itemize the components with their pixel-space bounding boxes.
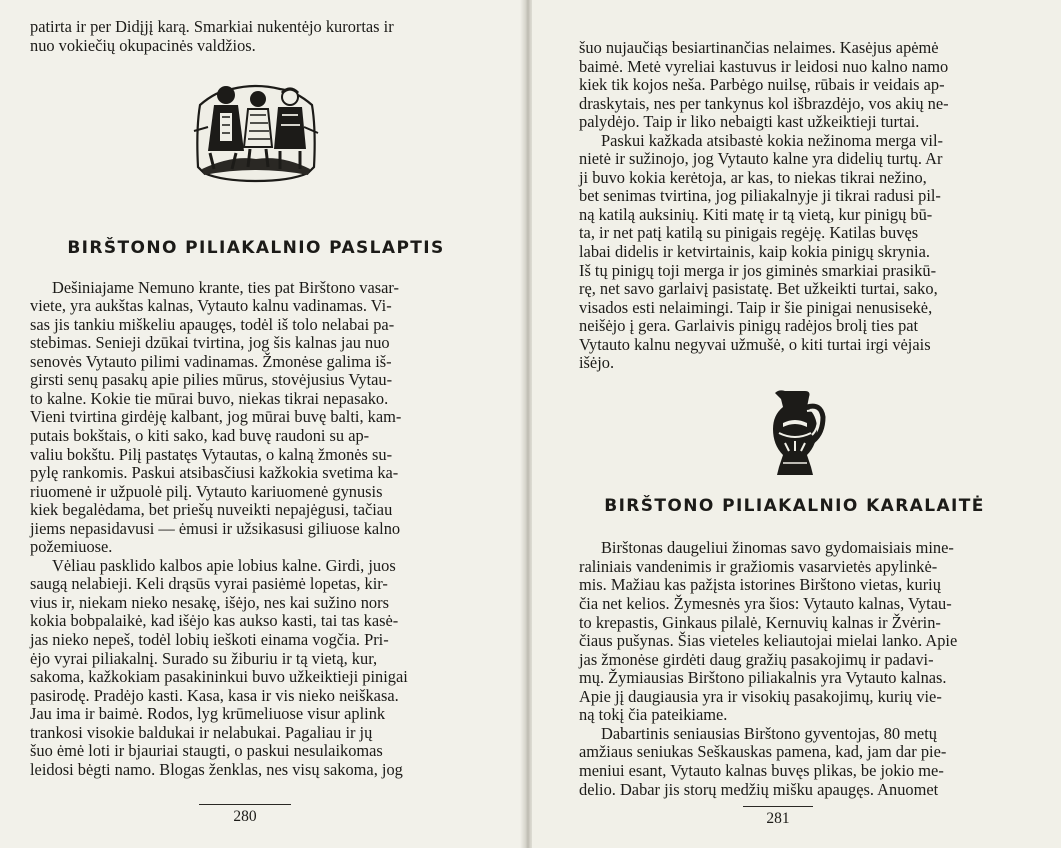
text-line: visados esti nelaimingi. Taip ir šie pinigai nenusisekė, [579, 297, 933, 317]
text-line: Vytauto kalnu negyvai užmušė, o kiti turtai irgi vėjais [579, 334, 931, 354]
text-line: Vieni tvirtina girdėję kalbant, jog mūrai buvę balti, kam- [30, 407, 402, 427]
text-line: požemiuose. [30, 537, 113, 557]
text-line: kiek begalėdama, bet priešų nuveikti nepajėgusi, tačiau [30, 500, 393, 520]
text-line: meniui esant, Vytauto kalnas buvęs plikas, be jokio me- [579, 760, 944, 780]
text-line: labai didelis ir ketvirtainis, kaip kokia pinigų skrynia. [579, 242, 930, 262]
text-line: Dešiniajame Nemuno krante, ties pat Birštono vasar- [52, 277, 399, 297]
right-paragraph-3 [579, 539, 1010, 724]
text-line: šuo nujaučiąs besiartinančias nelaimes. Kasėjus apėmė [579, 38, 939, 57]
text-line: valiu bokštu. Pilį pastatęs Vytautas, o kalną žmonės su- [30, 444, 393, 464]
text-line: ną tokį čia pateikiame. [579, 705, 728, 725]
text-line: Jau ima ir baimė. Rodos, lyg krūmeliuose visur aplink [30, 704, 386, 724]
text-line: saugą nelabieji. Keli drąsūs vyrai pasiėmė lopetas, kir- [30, 574, 388, 594]
page-number-rule [743, 806, 813, 807]
text-line: raliniais vandenimis ir gražiomis vasarvietės apylinkė- [579, 556, 938, 576]
right-page [532, 0, 1061, 848]
text-line: išėjo. [579, 353, 615, 373]
text-line: nietė ir sužinojo, jog Vytauto kalne yra didelių turtų. Ar [579, 149, 943, 169]
text-line: ji buvo kokia kerėtoja, ar kas, to niekas tikrai nežino, [579, 167, 927, 187]
text-line: girsti senų pasakų apie pilies mūrus, stovėjusius Vytau- [30, 370, 393, 390]
text-line: sas jis tankiu miškeliu apaugęs, todėl iš tolo nelabai pa- [30, 314, 395, 334]
text-line: jas nieko nepeš, todėl lobių ieškoti einama vogčia. Pri- [30, 630, 389, 650]
text-line: bet senimas tvirtina, jog piliakalnyje ji tikrai radusi pil- [579, 186, 941, 206]
text-line: sakoma, kažkokiam pasakininkui buvo užkeiktieji pinigai [30, 667, 408, 687]
text-line: Dabartinis seniausias Birštono gyventojas, 80 metų [601, 723, 937, 743]
text-line: čia net kelios. Žymesnės yra šios: Vytauto kalnas, Vytau- [579, 594, 952, 614]
left-intro-paragraph [30, 18, 482, 55]
text-line: trankosi visokie baldukai ir nelabukai. Pagaliau ir jų [30, 722, 373, 742]
text-line: leidosi bėgti namo. Blogas ženklas, nes visų sakoma, jog [30, 759, 403, 779]
text-line: šuo ėmė loti ir bjauriai staugti, o paskui nesulaikomas [30, 741, 383, 761]
text-line: mų. Žymiausias Birštono piliakalnis yra Vytauto kalnas. [579, 668, 947, 688]
right-paragraph-2 [579, 132, 1010, 373]
text-line: nuo vokiečių okupacinės valdžios. [30, 35, 256, 55]
right-text-column [579, 39, 1010, 799]
text-line: viete, yra aukštas kalnas, Vytauto kalnu vadinamas. Vi- [30, 296, 392, 316]
text-line: riuomenė ir užpuolė pilį. Vytauto kariuomenė gynusis [30, 481, 383, 501]
page-number-text: 280 [233, 808, 257, 825]
text-line: mis. Mažiau kas pažįsta istorines Birštono vietas, kurių [579, 575, 941, 595]
text-line: draskytais, nes per tankynus kol išbrazdėjo, vos akių ne- [579, 93, 949, 113]
text-line: jiems nepasidavusi — ėmusi ir užsikasusi giliuose kalno [30, 518, 401, 538]
text-line: palydėjo. Taip ir liko nebaigti kast užkeiktieji turtai. [579, 112, 920, 132]
text-line: vius ir, niekam nieko nesakę, išėjo, nes kai sužino nors [30, 592, 389, 612]
text-line: neišėjo į gera. Garlaivis pinigų radėjos brolį ties pat [579, 316, 919, 336]
text-line: ėjo vyrai piliakalnį. Surado su žiburiu ir tą vietą, kur, [30, 648, 378, 668]
text-line: patirta ir per Didįjį karą. Smarkiai nukentėjo kurortas ir [30, 17, 394, 36]
text-line: stebimas. Senieji dzūkai tvirtina, jog šis kalnas jau nuo [30, 333, 390, 353]
text-line: kiek tik kojos neša. Parbėgo nuilsę, rūbais ir veidais ap- [579, 75, 945, 95]
text-line: Birštonas daugeliui žinomas savo gydomaisiais mine- [601, 538, 954, 558]
left-page-number [199, 804, 291, 826]
page-number-rule [199, 804, 291, 805]
text-line: jas žmonėse girdėti daug gražių pasakojimų ir padavi- [579, 649, 934, 669]
text-line: putais bokštais, o kiti sako, kad buvę raudoni su ap- [30, 426, 370, 446]
text-line: to kalne. Kokie tie mūrai buvo, niekas tikrai nepasako. [30, 388, 389, 408]
left-chapter-heading: BIRŠTONO PILIAKALNIO PASLAPTIS [67, 238, 445, 259]
text-line: čiaus pušynas. Šias vieteles keliautojai mielai lanko. Apie [579, 631, 958, 651]
right-page-number [743, 806, 813, 828]
right-paragraph-1 [579, 39, 1010, 132]
text-line: Iš tų pinigų toji merga ir jos giminės smarkiai prasikū- [579, 260, 937, 280]
text-line: pylę rankomis. Paskui atsibasčiusi kažkokia svetima ka- [30, 463, 399, 483]
text-line: baimė. Metė vyreliai kastuvus ir leidosi nuo kalno namo [579, 56, 949, 76]
left-page [0, 0, 526, 848]
text-line: rę, net savo garlaivį pasistatę. Bet užkeikti turtai, sako, [579, 279, 938, 299]
folk-woodcut-figures-icon [192, 69, 320, 187]
text-line: Paskui kažkada atsibastė kokia nežinoma merga vil- [601, 130, 943, 150]
jug-woodcut-icon [763, 387, 827, 479]
left-paragraph-1 [30, 279, 482, 557]
text-line: Vėliau pasklido kalbos apie lobius kalne. Girdi, juos [52, 555, 396, 575]
right-paragraph-4 [579, 725, 1010, 799]
text-line: pasirodę. Pradėjo kasti. Kasa, kasa ir vis nieko neiškasa. [30, 685, 399, 705]
text-line: delio. Dabar jis storų medžių mišku apaugęs. Anuomet [579, 779, 939, 799]
text-line: amžiaus seniukas Seškauskas pamena, kad, jam dar pie- [579, 742, 947, 762]
text-line: to krepastis, Ginkaus pilalė, Kernuvių kalnas ir Žvėrin- [579, 612, 941, 632]
left-paragraph-2 [30, 557, 482, 780]
text-line: senovės Vytauto pilimi vadinamas. Žmonėse galima iš- [30, 351, 392, 371]
text-line: ną katilą auksinių. Kiti matę ir tą vietą, kur pinigų bū- [579, 204, 933, 224]
text-line: ta, ir net patį katilą su pinigais regėję. Katilas buvęs [579, 223, 919, 243]
text-line: Apie jį daugiausia yra ir visokių pasakojimų, kurių vie- [579, 686, 942, 706]
left-text-column [30, 18, 482, 779]
text-line: kokia bobpalaikė, kad išėjo kas aukso kasti, tai tas kasė- [30, 611, 399, 631]
right-chapter-heading: BIRŠTONO PILIAKALNIO KARALAITĖ [604, 495, 985, 516]
page-number-text: 281 [766, 810, 790, 827]
